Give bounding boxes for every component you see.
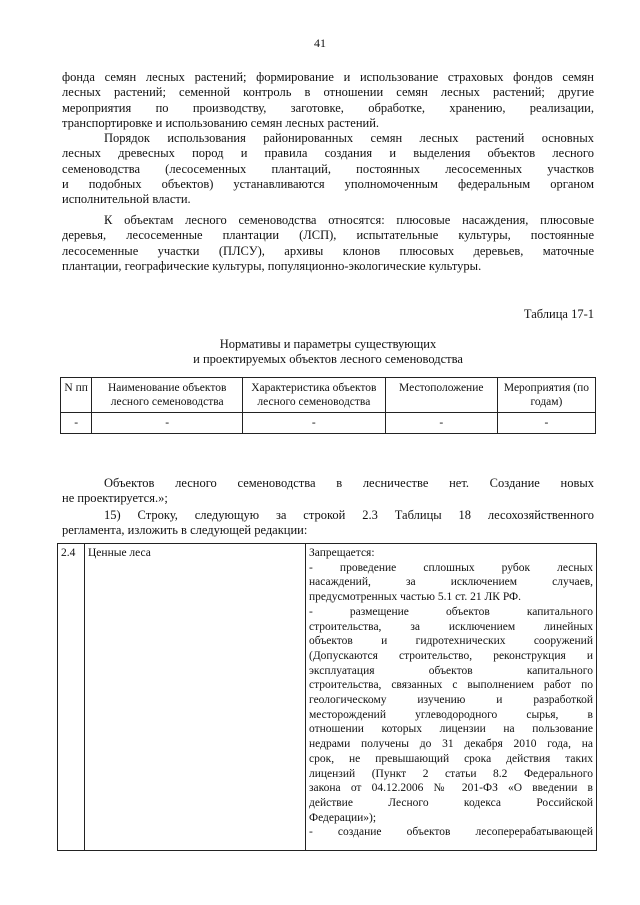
text-line: срок, не превышающий срока действия таких [309, 752, 593, 765]
text-line: Объектов лесного семеноводства в лесничестве нет. Создание новых [104, 476, 594, 490]
page-number: 41 [314, 36, 326, 50]
text-line: действие Лесного кодекса Российской [309, 796, 593, 809]
paragraph-seed-funds [62, 70, 594, 131]
paragraph-no-objects [62, 476, 594, 507]
table-cell: - [497, 413, 595, 434]
text-line: плантации, географические культуры, популяционно-экологические культуры. [62, 258, 482, 273]
row-name-cell: Ценные леса [85, 544, 306, 851]
text-line: 15) Строку, следующую за строкой 2.3 Таблицы 18 лесохозяйственного [104, 508, 594, 522]
text-line: месторождений углеводородного сырья, в [309, 708, 593, 721]
table-cell: - [385, 413, 497, 434]
text-line: К объектам лесного семеноводства относятся: плюсовые насаждения, плюсовые [104, 213, 594, 227]
table-cell: - [92, 413, 243, 434]
seed-objects-table [60, 377, 596, 434]
text-line: предусмотренных частью 5.1 ст. 21 ЛК РФ. [309, 591, 521, 604]
restrictions-header: Запрещается: [309, 547, 375, 559]
text-line: эксплуатация объектов капитального [309, 664, 593, 677]
restrictions-cell [306, 544, 597, 851]
table-title-line: Нормативы и параметры существующих [219, 337, 437, 351]
text-line: строительства, за исключением линейных [309, 620, 593, 633]
text-line: лицензий (Пункт 2 статьи 8.2 Федерального [309, 767, 593, 780]
text-line: деревья, лесосеменные плантации (ЛСП), испытательные культуры, постоянные [62, 228, 594, 243]
text-line: - размещение объектов капитального [309, 605, 593, 618]
text-line: (Допускаются строительство, реконструкция и [309, 649, 593, 662]
table-row [58, 544, 597, 851]
table-cell: - [243, 413, 386, 434]
regulation-table [57, 543, 597, 851]
text-line: регламента, изложить в следующей редакции: [62, 523, 308, 538]
table-label: Таблица 17-1 [523, 307, 594, 321]
header-cell: N пп [61, 378, 92, 413]
header-cell: Мероприятия (по годам) [497, 378, 595, 413]
text-line: фонда семян лесных растений; формирование и использование страховых фондов семян [62, 70, 594, 84]
text-line: недрами получены до 31 декабря 2010 года, на [309, 738, 593, 751]
paragraph-seed-usage [62, 131, 594, 207]
paragraph-seed-objects [62, 213, 594, 274]
text-line: геологическому изучению и разработкой [309, 694, 593, 707]
header-cell: Характеристика объектов лесного семеноводства [243, 378, 386, 413]
header-cell: Местоположение [385, 378, 497, 413]
text-line: транспортировке и использованию семян лесных растений. [62, 115, 380, 130]
text-line: лесных растений; семенной контроль в отношении семян лесных растений; другие [62, 85, 594, 100]
text-line: отношении которых лицензии на пользование [309, 723, 593, 736]
text-line: лесных древесных пород и правила создания и выделения объектов лесного [62, 146, 594, 161]
text-line: Федерации»); [309, 811, 377, 824]
text-line: мероприятия по производству, заготовке, обработке, хранению, реализации, [62, 100, 594, 115]
paragraph-amendment [62, 508, 594, 539]
text-line: исполнительной власти. [62, 192, 191, 207]
text-line: закона от 04.12.2006 № 201-ФЗ «О введении в [309, 782, 593, 795]
text-line: не проектируется.»; [62, 491, 168, 506]
text-line: - проведение сплошных рубок лесных [309, 561, 593, 574]
table-cell: - [61, 413, 92, 434]
text-line: семеноводства (лесосеменных плантаций, постоянных лесосеменных участков [62, 161, 594, 176]
table-title-line: и проектируемых объектов лесного семеноводства [193, 352, 463, 366]
header-cell: Наименование объектов лесного семеноводства [92, 378, 243, 413]
text-line: Порядок использования районированных семян лесных растений основных [104, 131, 594, 145]
text-line: - создание объектов лесоперерабатывающей [309, 826, 593, 839]
text-line: строительства, связанных с выполнением работ по [309, 679, 593, 692]
text-line: и подобных объектов) устанавливаются уполномоченным федеральным органом [62, 176, 594, 191]
row-number-cell: 2.4 [58, 544, 85, 851]
table-row [61, 413, 596, 434]
text-line: объектов и гидротехнических сооружений [309, 635, 593, 648]
text-line: лесосеменные участки (ПЛСУ), архивы клонов плюсовых деревьев, маточные [62, 243, 594, 258]
table-header-row [61, 378, 596, 413]
table-title [62, 337, 594, 367]
text-line: насаждений, за исключением случаев, [309, 576, 593, 589]
